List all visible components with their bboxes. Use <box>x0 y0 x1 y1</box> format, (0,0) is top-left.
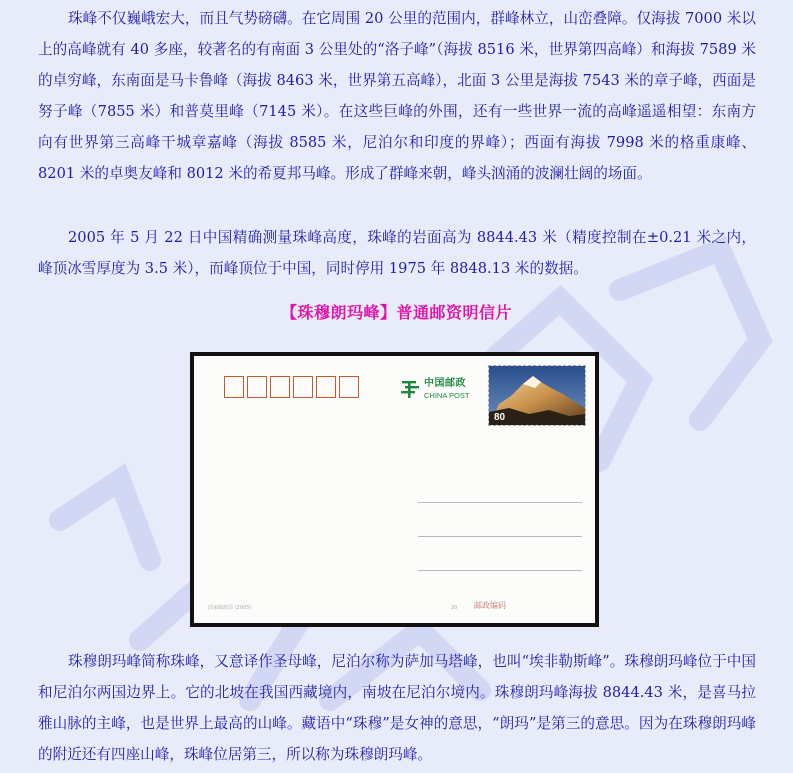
postcode-box <box>339 376 359 398</box>
postcode-box <box>224 376 244 398</box>
card-footer-number: 20 <box>451 605 458 611</box>
paragraph-peaks: 珠峰不仅巍峨宏大，而且气势磅礴。在它周围 20 公里的范围内，群峰林立，山峦叠障。仅海拔 7000 米以上的高峰就有 40 多座，较著名的有南面 3 公里处的“洛子峰”（海拔 8516 米，世界第四高峰）和海拔 7589 米的卓穷峰，东南面是马卡鲁峰（海拔 8463 米，世界第五高峰），北面 3 公里是海拔 7543 米的章子峰，西面是努子峰（7855 米）和普莫里峰（7145 米）。在这些巨峰的外围，还有一些世界一流的高峰遥遥相望：东南方向有世界第三高峰干城章嘉峰（海拔 8585 米，尼泊尔和印度的界峰）；西面有海拔 7998 米的格重康峰、8201 米的卓奥友峰和 8012 米的希夏邦马峰。形成了群峰来朝，峰头汹涌的波澜壮阔的场面。 <box>38 10 756 182</box>
china-post-logo <box>400 378 469 400</box>
card-footer-publisher: 国家邮政局 (2005) <box>208 605 252 611</box>
section-heading: 【珠穆朗玛峰】普通邮资明信片 <box>280 303 512 322</box>
postcode-boxes <box>224 376 359 398</box>
postcode-box <box>270 376 290 398</box>
postcard-image <box>190 352 599 627</box>
logo-chinese-text: 中国邮政 <box>424 377 466 389</box>
paragraph-everest-name: 珠穆朗玛峰简称珠峰，又意译作圣母峰，尼泊尔称为萨加马塔峰，也叫“埃非勒斯峰”。珠穆朗玛峰位于中国和尼泊尔两国边界上。它的北坡在我国西藏境内，南坡在尼泊尔境内。珠穆朗玛峰海拔 8844.43 米，是喜马拉雅山脉的主峰，也是世界上最高的山峰。藏语中“珠穆”是女神的意思，“朗玛”是第三的意思。因为在珠穆朗玛峰的附近还有四座山峰，珠峰位居第三，所以称为珠穆朗玛峰。 <box>38 653 756 763</box>
paragraph-height-measurement: 2005 年 5 月 22 日中国精确测量珠峰高度，珠峰的岩面高为 8844.43 米（精度控制在±0.21 米之内，峰顶冰雪厚度为 3.5 米），而峰顶位于中国，同时停用 1975 年 8848.13 米的数据。 <box>38 229 756 277</box>
stamp-value: 80 <box>494 412 506 423</box>
card-footer-postcode-label: 邮政编码 <box>474 601 506 610</box>
stamp-label: CHINA 中国邮政 <box>512 416 546 421</box>
postcode-box <box>293 376 313 398</box>
logo-english-text: CHINA POST <box>424 390 470 400</box>
address-line <box>418 502 582 503</box>
postage-stamp <box>488 365 586 426</box>
address-line <box>418 570 582 571</box>
china-post-emblem-icon <box>400 378 420 400</box>
address-line <box>418 536 582 537</box>
postcode-box <box>247 376 267 398</box>
postcode-box <box>316 376 336 398</box>
